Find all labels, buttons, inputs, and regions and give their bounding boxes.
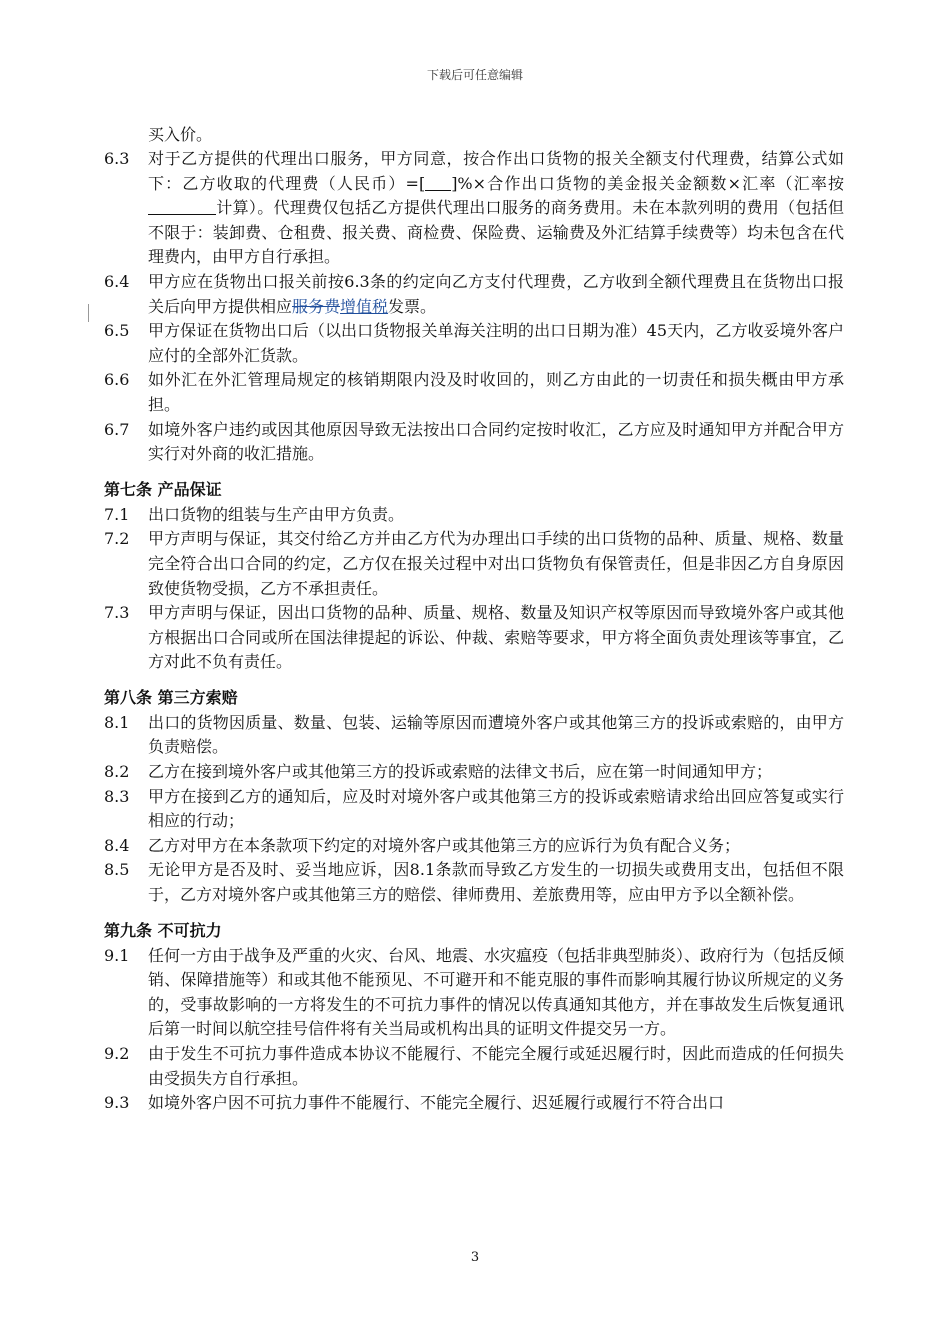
clause-text — [148, 270, 844, 319]
clause-6-5 — [104, 319, 844, 368]
clause-8-5 — [104, 858, 844, 907]
clause-number: 6.6 — [104, 370, 130, 390]
clause-number: 8.3 — [104, 786, 130, 806]
clause-8-4 — [104, 834, 844, 859]
clause-6-6 — [104, 368, 844, 417]
document-body — [104, 122, 844, 1116]
clause-6-4 — [104, 270, 844, 319]
clause-text: 甲方保证在货物出口后（以出口货物报关单海关注明的出口日期为准）45天内，乙方收妥境外客户应付的全部外汇货款。 — [148, 321, 844, 365]
revision-change-bar — [88, 304, 89, 322]
section-heading-8: 第八条 第三方索赔 — [104, 687, 238, 707]
clause-number: 8.2 — [104, 762, 130, 782]
clause-text: 甲方声明与保证，因出口货物的品种、质量、规格、数量及知识产权等原因而导致境外客户或其他方根据出口合同或所在国法律提起的诉讼、仲裁、索赔等要求，甲方将全面负责处理该等事宜，乙方对此不负有责任。 — [148, 603, 844, 672]
tracked-insertion[interactable]: 增值税 — [340, 296, 389, 316]
clause-text-part: 对于乙方提供的代理出口服务，甲方同意，按合作出口货物的报关全额支付代理费，结算公式如下：乙方收取的代理费（人民币）=[ — [148, 149, 844, 193]
clause-text: 乙方对甲方在本条款项下约定的对境外客户或其他第三方的应诉行为负有配合义务； — [148, 835, 741, 855]
clause-7-2 — [104, 527, 844, 601]
clause-7-1 — [104, 503, 844, 528]
clause-number: 6.5 — [104, 321, 130, 341]
continuation-line: 买入价。 — [148, 125, 213, 144]
clause-number: 6.7 — [104, 419, 130, 439]
clause-number: 9.3 — [104, 1093, 130, 1113]
clause-9-1 — [104, 944, 844, 1042]
clause-8-1 — [104, 711, 844, 760]
section-heading-7: 第七条 产品保证 — [104, 479, 222, 499]
clause-number: 8.5 — [104, 860, 130, 880]
clause-text-part: ]%×合作出口货物的美金报关金额数×汇率（汇率按 — [451, 173, 844, 193]
clause-number: 8.4 — [104, 835, 130, 855]
clause-6-3 — [104, 147, 844, 270]
clause-8-3 — [104, 785, 844, 834]
clause-8-2 — [104, 760, 844, 785]
clause-text: 由于发生不可抗力事件造成本协议不能履行、不能完全履行或延迟履行时，因此而造成的任何损失由受损失方自行承担。 — [148, 1044, 844, 1088]
clause-text: 出口的货物因质量、数量、包装、运输等原因而遭境外客户或其他第三方的投诉或索赔的，由甲方负责赔偿。 — [148, 712, 844, 757]
clause-text: 无论甲方是否及时、妥当地应诉，因8.1条款而导致乙方发生的一切损失或费用支出，包括但不限于，乙方对境外客户或其他第三方的赔偿、律师费用、差旅费用等，应由甲方予以全额补偿。 — [148, 860, 844, 905]
clause-text: 任何一方由于战争及严重的火灾、台风、地震、水灾瘟疫（包括非典型肺炎）、政府行为（包括反倾销、保障措施等）和或其他不能预见、不可避开和不能克服的事件而影响其履行协议所规定的义务的，受事故影响的一方将发生的不可抗力事件的情况以传真通知其他方，并在事故发生后恢复通讯后第一时间以航空挂号信件将有关当局或机构出具的证明文件提交另一方。 — [148, 945, 845, 1039]
clause-number: 7.3 — [104, 603, 130, 623]
clause-7-3 — [104, 601, 844, 675]
clause-number: 7.2 — [104, 529, 130, 549]
clause-6-7 — [104, 418, 844, 467]
clause-text-part: 发票。 — [388, 296, 437, 316]
clause-text: 出口货物的组装与生产由甲方负责。 — [148, 504, 405, 524]
clause-text: 甲方声明与保证，其交付给乙方并由乙方代为办理出口手续的出口货物的品种、质量、规格、数量完全符合出口合同的约定，乙方仅在报关过程中对出口货物负有保管责任，但是非因乙方自身原因致使货物受损，乙方不承担责任。 — [148, 529, 844, 598]
page-number: 3 — [470, 1250, 480, 1265]
clause-number: 9.1 — [104, 945, 130, 965]
clause-text: 如境外客户因不可抗力事件不能履行、不能完全履行、迟延履行或履行不符合出口 — [148, 1093, 725, 1113]
clause-number: 8.1 — [104, 712, 130, 732]
clause-text: 如外汇在外汇管理局规定的核销期限内没及时收回的，则乙方由此的一切责任和损失概由甲方承担。 — [148, 370, 844, 414]
clause-text: 乙方在接到境外客户或其他第三方的投诉或索赔的法律文书后，应在第一时间通知甲方； — [148, 762, 773, 782]
fill-blank-rate[interactable] — [148, 200, 216, 215]
clause-number: 7.1 — [104, 504, 130, 524]
clause-9-2 — [104, 1042, 844, 1091]
clause-text — [148, 147, 844, 270]
clause-9-3 — [104, 1091, 844, 1116]
clause-text-part: 甲方应在货物出口报关前按6.3条的约定向乙方支付代理费，乙方收到全额代理费且在货物出口报关后向甲方提供相应 — [148, 271, 844, 316]
clause-number: 6.3 — [104, 149, 130, 168]
clause-text: 甲方在接到乙方的通知后，应及时对境外客户或其他第三方的投诉或索赔请求给出回应答复或实行相应的行动； — [148, 786, 844, 831]
fill-blank-percent[interactable] — [425, 176, 451, 191]
clause-text: 如境外客户违约或因其他原因导致无法按出口合同约定按时收汇，乙方应及时通知甲方并配合甲方实行对外商的收汇措施。 — [148, 419, 844, 464]
tracked-deletion[interactable]: 服务费 — [292, 296, 341, 316]
page-header: 下载后可任意编辑 — [426, 68, 523, 82]
clause-number: 6.4 — [104, 271, 130, 291]
clause-number: 9.2 — [104, 1044, 130, 1063]
section-heading-9: 第九条 不可抗力 — [104, 920, 222, 940]
clause-text-part: 计算）。代理费仅包括乙方提供代理出口服务的商务费用。未在本款列明的费用（包括但不限于：装卸费、仓租费、报关费、商检费、保险费、运输费及外汇结算手续费等）均未包含在代理费内，由甲方自行承担。 — [148, 198, 844, 267]
